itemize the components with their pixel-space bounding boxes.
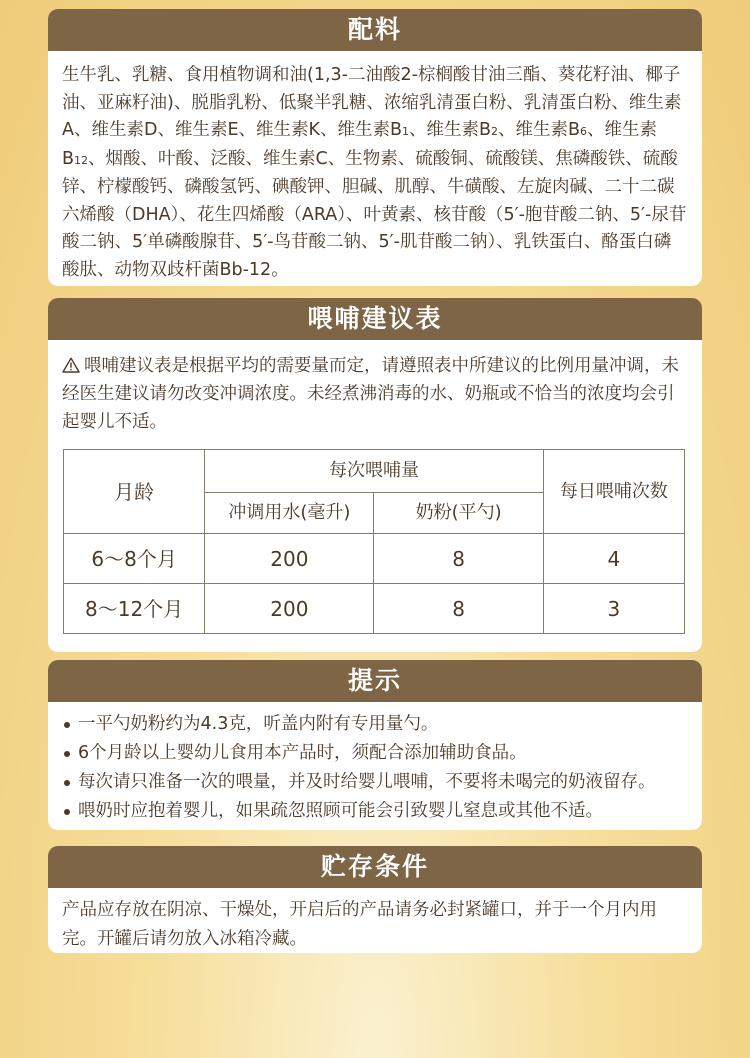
ingredients-title: 配料 xyxy=(48,9,702,51)
feeding-note-text: 喂哺建议表是根据平均的需要量而定，请遵照表中所建议的比例用量冲调，未经医生建议请勿改变冲调浓度。未经煮沸消毒的水、奶瓶或不恰当的浓度均会引起婴儿不适。 xyxy=(62,356,679,432)
cell-daily: 3 xyxy=(543,584,684,634)
table-row xyxy=(64,584,685,634)
table-row xyxy=(64,534,685,584)
feeding-body xyxy=(48,340,702,642)
ingredients-text-part: 、维生素B xyxy=(62,120,658,169)
cell-powder: 8 xyxy=(374,534,543,584)
ingredients-text xyxy=(48,51,702,286)
header-age: 月龄 xyxy=(64,450,205,534)
ingredients-text-part: 、维生素B xyxy=(408,120,491,140)
feeding-note xyxy=(62,352,688,436)
ingredients-text-part: 、维生素B xyxy=(498,120,581,140)
tips-body xyxy=(48,702,702,830)
list-item: 每次请只准备一次的喂量，并及时给婴儿喂哺，不要将未喝完的奶液留存。 xyxy=(62,768,688,797)
ingredients-text-part: 、烟酸、叶酸、泛酸、维生素C、生物素、硫酸铜、硫酸镁、焦磷酸铁、硫酸锌、柠檬酸钙、磷酸氢钙、碘酸钾、胆碱、肌醇、牛磺酸、左旋肉碱、二十二碳六烯酸（DHA）、花生四烯酸（ARA）、叶黄素、核苷酸（5′-胞苷酸二钠、5′-尿苷酸二钠、5′单磷酸腺苷、5′-鸟苷酸二钠、5′-肌苷酸二钠）、乳铁蛋白、酪蛋白磷酸肽、动物双歧杆菌Bb-12。 xyxy=(62,148,687,280)
header-daily: 每日喂哺次数 xyxy=(543,450,684,534)
cell-age: 8～12个月 xyxy=(64,584,205,634)
cell-daily: 4 xyxy=(543,534,684,584)
warning-triangle-icon xyxy=(62,357,80,373)
subscript: 6 xyxy=(580,125,588,138)
subscript: 1 xyxy=(401,125,409,138)
storage-title: 贮存条件 xyxy=(48,846,702,888)
storage-card xyxy=(48,846,702,953)
feeding-table xyxy=(63,449,685,634)
feeding-card xyxy=(48,298,702,652)
header-per-feed: 每次喂哺量 xyxy=(205,450,544,493)
ingredients-card xyxy=(48,9,702,286)
subscript: 12 xyxy=(74,153,89,167)
cell-water: 200 xyxy=(205,534,374,584)
list-item: 一平勺奶粉约为4.3克，听盖内附有专用量勺。 xyxy=(62,710,688,739)
tips-card xyxy=(48,660,702,830)
tips-title: 提示 xyxy=(48,660,702,702)
storage-text: 产品应存放在阴凉、干燥处，开启后的产品请务必封紧罐口，并于一个月内用完。开罐后请勿放入冰箱冷藏。 xyxy=(62,900,657,949)
cell-age: 6～8个月 xyxy=(64,534,205,584)
list-item: 6个月龄以上婴幼儿食用本产品时，须配合添加辅助食品。 xyxy=(62,739,688,768)
cell-powder: 8 xyxy=(374,584,543,634)
header-water: 冲调用水(毫升) xyxy=(205,493,374,534)
cell-water: 200 xyxy=(205,584,374,634)
tips-list xyxy=(62,710,688,826)
header-powder: 奶粉(平勺) xyxy=(374,493,543,534)
list-item: 喂奶时应抱着婴儿，如果疏忽照顾可能会引致婴儿窒息或其他不适。 xyxy=(62,797,688,826)
feeding-title: 喂哺建议表 xyxy=(48,298,702,340)
ingredients-text-part: 生牛乳、乳糖、食用植物调和油(1,3-二油酸2-棕榈酸甘油三酯、葵花籽油、椰子油、亚麻籽油)、脱脂乳粉、低聚半乳糖、浓缩乳清蛋白粉、乳清蛋白粉、维生素A、维生素D、维生素E、维生素K、维生素B xyxy=(62,65,682,140)
subscript: 2 xyxy=(491,125,498,138)
